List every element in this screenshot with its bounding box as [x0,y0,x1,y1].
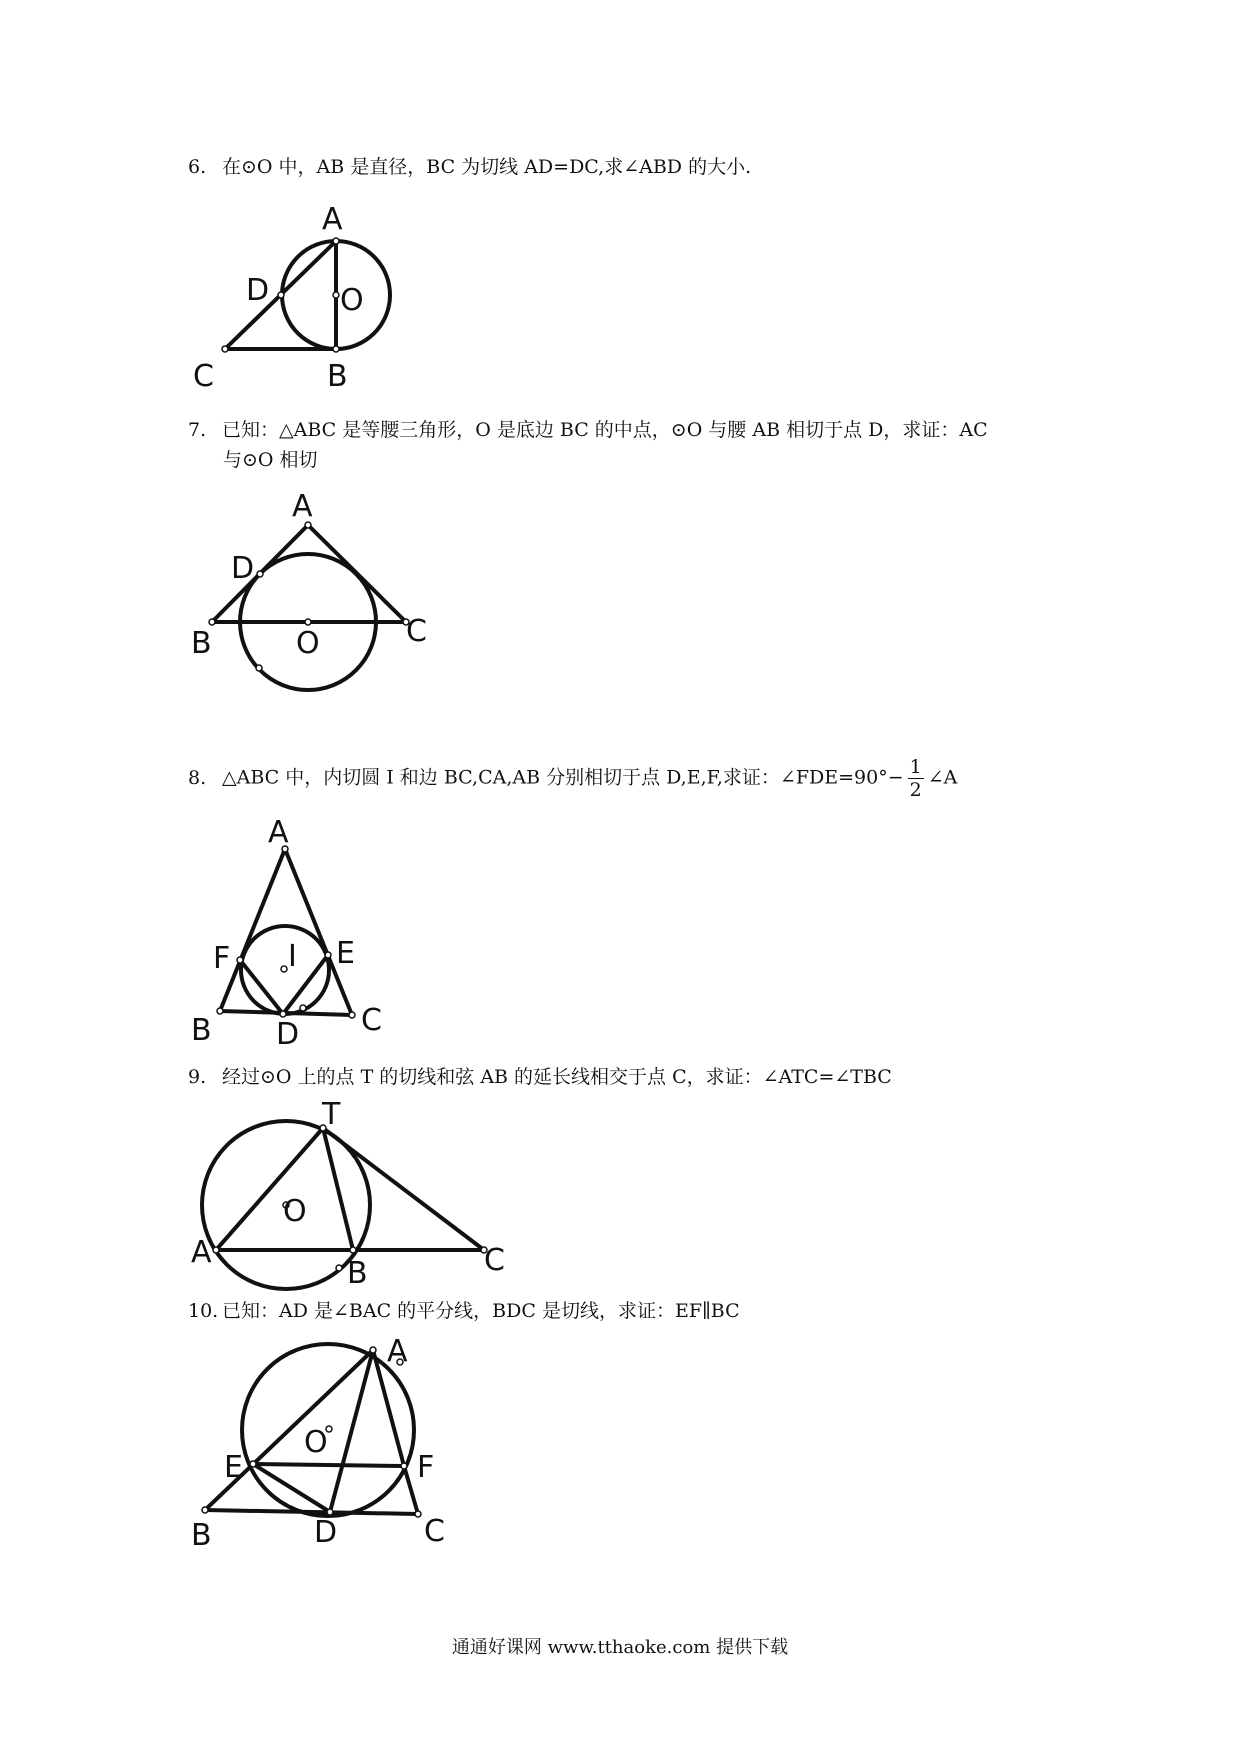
label-T: T [322,1097,341,1132]
label-D: D [314,1515,338,1550]
question-text-post: ∠A [927,766,958,789]
label-A: A [387,1334,408,1369]
fraction-denominator: 2 [909,779,922,801]
label-C: C [424,1514,445,1549]
label-B: B [191,1013,212,1048]
question-text-line1: 已知：△ABC 是等腰三角形，O 是底边 BC 的中点，⊙O 与腰 AB 相切于点 D，求证：AC [222,419,988,441]
page-footer: 通通好课网 www.tthaoke.com 提供下载 [451,1637,789,1658]
label-C: C [193,359,214,394]
question-text-line2: 与⊙O 相切 [223,449,318,471]
label-A: A [191,1235,212,1270]
question-number: 9. [188,1066,207,1088]
label-E: E [224,1450,243,1485]
label-I: I [288,939,297,974]
question-text-pre: △ABC 中，内切圆 I 和边 BC,CA,AB 分别相切于点 D,E,F,求证：∠FDE=90°− [222,766,904,789]
question-number: 7. [188,419,207,441]
question-text: 经过⊙O 上的点 T 的切线和弦 AB 的延长线相交于点 C，求证：∠ATC=∠TBC [222,1066,892,1088]
label-F: F [213,941,231,976]
question-number: 8. [188,766,207,789]
label-A: A [268,815,289,850]
label-C: C [361,1003,382,1038]
question-number: 10. [188,1300,219,1322]
label-D: D [231,551,255,586]
question-text: 在⊙O 中，AB 是直径，BC 为切线 AD=DC,求∠ABD 的大小. [222,156,752,178]
label-D: D [246,273,270,308]
label-A: A [322,202,343,237]
label-B: B [327,359,348,394]
question-number: 6. [188,156,207,178]
label-B: B [347,1256,368,1291]
label-O: O [340,283,364,318]
label-B: B [191,626,212,661]
label-O: O [296,626,320,661]
label-O: O [304,1425,328,1460]
label-B: B [191,1518,212,1553]
question-text: 已知：AD 是∠BAC 的平分线，BDC 是切线，求证：EF∥BC [222,1300,740,1322]
label-A: A [292,489,313,524]
label-F: F [417,1450,435,1485]
fraction-numerator: 1 [909,756,922,778]
label-C: C [406,614,427,649]
label-E: E [336,936,355,971]
label-D: D [276,1017,300,1052]
label-C: C [484,1243,505,1278]
label-O: O [283,1194,307,1229]
